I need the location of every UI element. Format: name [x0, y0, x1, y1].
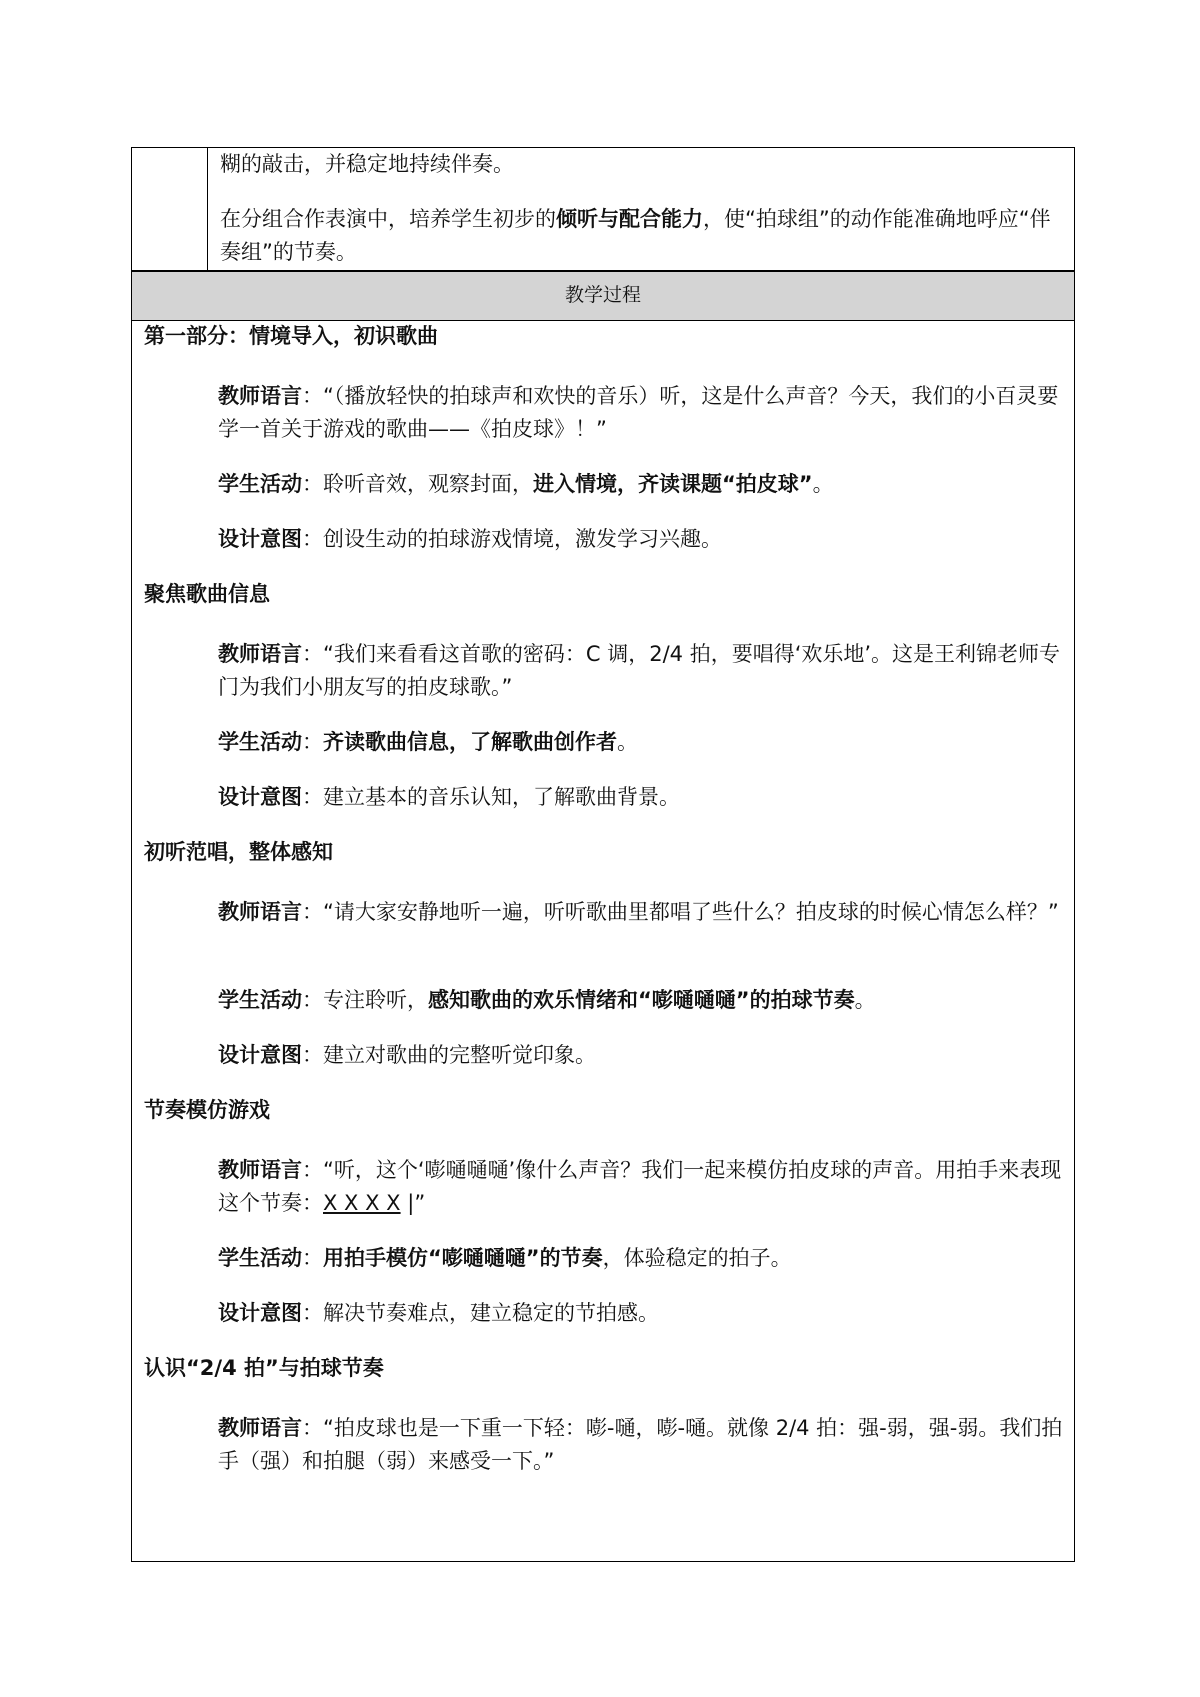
section-title: 初听范唱，整体感知	[144, 840, 333, 864]
objectives-table	[131, 147, 1075, 271]
objectives-label-cell	[132, 148, 208, 270]
label: 教师语言	[218, 642, 302, 666]
section-title: 认识“2/4 拍”与拍球节奏	[144, 1356, 384, 1380]
bold-run: 感知歌曲的欢乐情绪和“嘭嗵嗵嗵”的拍球节奏	[428, 988, 855, 1012]
label: 设计意图	[218, 527, 302, 551]
text-run: ：建立基本的音乐认知，了解歌曲背景。	[302, 785, 680, 809]
design-intent	[218, 1297, 1064, 1330]
text-run: ：创设生动的拍球游戏情境，激发学习兴趣。	[302, 527, 722, 551]
bold-run: 进入情境，齐读课题“拍皮球”	[533, 472, 813, 496]
objective-line: 糊的敲击，并稳定地持续伴奏。	[220, 152, 514, 176]
label: 学生活动	[218, 988, 302, 1012]
section-title: 第一部分：情境导入，初识歌曲	[144, 324, 438, 348]
bold-run: 齐读歌曲信息，了解歌曲创作者	[323, 730, 617, 754]
text-run: 。	[854, 988, 876, 1012]
design-intent	[218, 1039, 1064, 1072]
text-run: ：	[302, 1246, 323, 1270]
text-run: 。	[812, 472, 834, 496]
process-header: 教学过程	[131, 271, 1075, 321]
text-run: ：建立对歌曲的完整听觉印象。	[302, 1043, 596, 1067]
bold-run: 用拍手模仿“嘭嗵嗵嗵”的节奏	[323, 1246, 603, 1270]
teacher-language	[218, 1154, 1064, 1220]
text-run: ：专注聆听，	[302, 988, 428, 1012]
design-intent	[218, 781, 1064, 814]
text-run: ：“听，这个‘嘭嗵嗵嗵’像什么声音？我们一起来模仿拍皮球的声音。用拍手来表现这个节奏：	[218, 1158, 1062, 1215]
text-run: ：	[302, 730, 323, 754]
objectives-content-cell	[220, 148, 1064, 269]
student-activity	[218, 726, 1064, 759]
label: 教师语言	[218, 1416, 302, 1440]
design-intent	[218, 523, 1064, 556]
label: 学生活动	[218, 730, 302, 754]
label: 教师语言	[218, 1158, 302, 1182]
rhythm-notation: X X X X	[323, 1191, 401, 1215]
objective-paragraph	[220, 203, 1064, 269]
teacher-language	[218, 1412, 1064, 1478]
label: 设计意图	[218, 785, 302, 809]
student-activity	[218, 468, 1064, 501]
text-run: ：“请大家安静地听一遍，听听歌曲里都唱了些什么？拍皮球的时候心情怎么样？”	[302, 900, 1059, 924]
text-run: ：“（播放轻快的拍球声和欢快的音乐）听，这是什么声音？今天，我们的小百灵要学一首关于游戏的歌曲——《拍皮球》！”	[218, 384, 1059, 441]
text-run: ：“我们来看看这首歌的密码：C 调，2/4 拍，要唱得‘欢乐地’。这是王利锦老师专门为我们小朋友写的拍皮球歌。”	[218, 642, 1061, 699]
process-body	[131, 320, 1075, 1562]
text-run: ，体验稳定的拍子。	[602, 1246, 792, 1270]
text-run: ，使“拍球组”的动作能准确地呼应“伴奏组”的节奏。	[220, 207, 1051, 264]
text-run: 。	[617, 730, 638, 754]
label: 教师语言	[218, 384, 302, 408]
label: 学生活动	[218, 1246, 302, 1270]
label: 学生活动	[218, 472, 302, 496]
student-activity	[218, 984, 1064, 1017]
text-run: ：聆听音效，观察封面，	[302, 472, 533, 496]
label: 设计意图	[218, 1043, 302, 1067]
text-run: |”	[400, 1191, 426, 1215]
teacher-language	[218, 896, 1064, 929]
section-title: 聚焦歌曲信息	[144, 582, 270, 606]
text-run: ：“拍皮球也是一下重一下轻：嘭-嗵，嘭-嗵。就像 2/4 拍：强-弱，强-弱。我们拍手（强）和拍腿（弱）来感受一下。”	[218, 1416, 1063, 1473]
label: 教师语言	[218, 900, 302, 924]
teacher-language	[218, 380, 1064, 446]
label: 设计意图	[218, 1301, 302, 1325]
text-run: 在分组合作表演中，培养学生初步的	[220, 207, 556, 231]
student-activity	[218, 1242, 1064, 1275]
section-title: 节奏模仿游戏	[144, 1098, 270, 1122]
teacher-language	[218, 638, 1064, 704]
text-run: ：解决节奏难点，建立稳定的节拍感。	[302, 1301, 659, 1325]
bold-run: 倾听与配合能力	[556, 207, 703, 231]
